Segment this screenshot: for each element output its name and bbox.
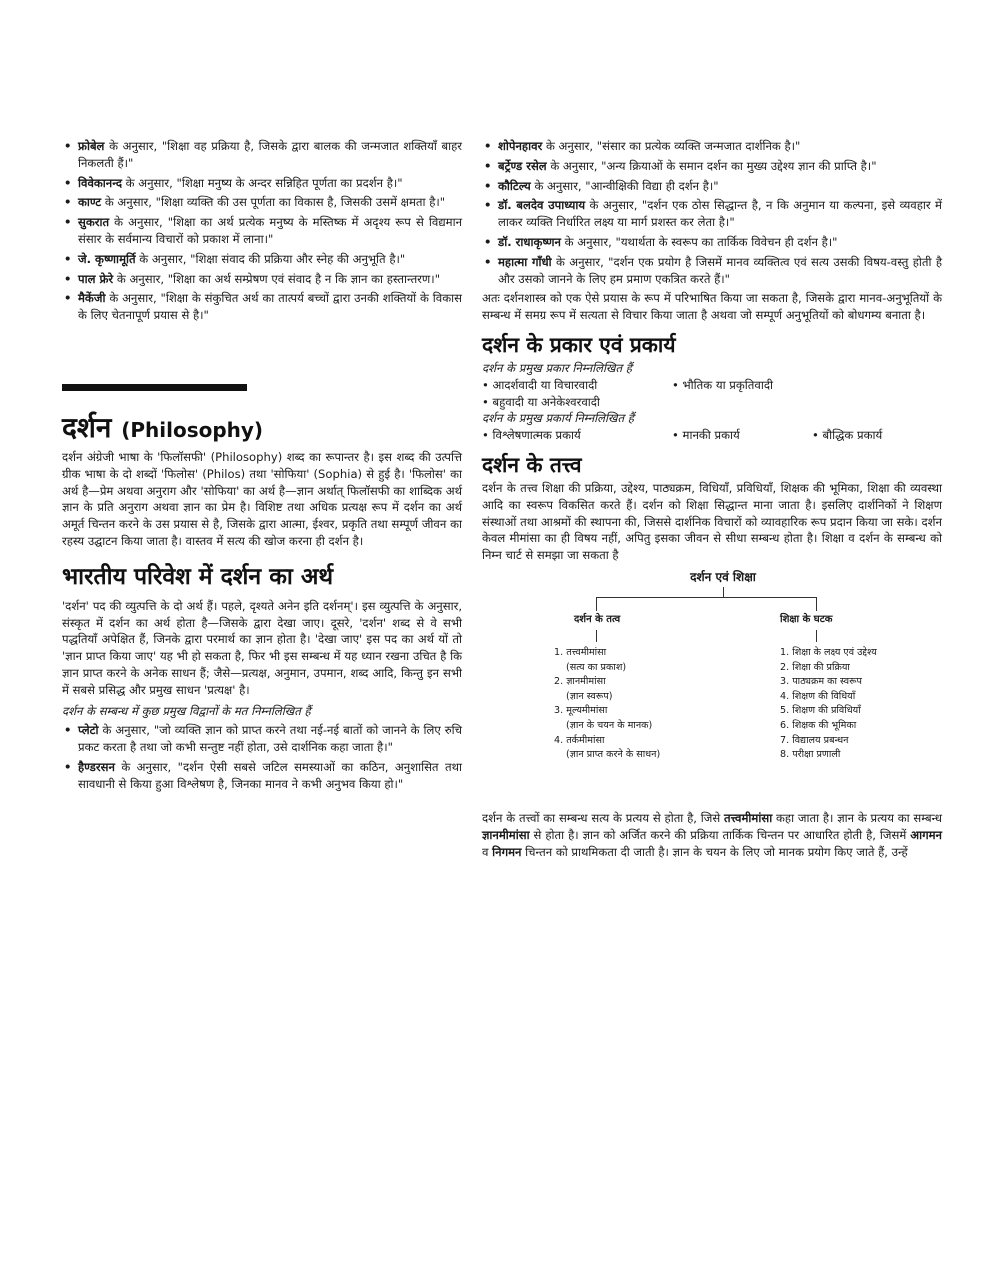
list-item: • मानकी प्रकार्य <box>672 428 740 443</box>
list-item: • बौद्धिक प्रकार्य <box>812 428 883 443</box>
list-item: • पाल फ्रेरे के अनुसार, "शिक्षा का अर्थ सम्प्रेषण एवं संवाद है न कि ज्ञान का हस्तान्तरण।" <box>64 271 441 286</box>
chart-left-list <box>554 646 660 763</box>
education-quotes-list <box>62 138 462 324</box>
list-item: 4. शिक्षण की विधियाँ <box>780 690 856 702</box>
list-item: 8. परीक्षा प्रणाली <box>780 749 841 761</box>
heading-darshan: दर्शन (Philosophy) <box>62 410 264 444</box>
para-elements: दर्शन के तत्त्व शिक्षा की प्रक्रिया, उद्देश्य, पाठ्यक्रम, विधियाँ, प्रविधियाँ, शिक्षक की भूमिका, शिक्षा की व्यवस्था आदि का स्वरूप विकसित करते हैं। दर्शन को शिक्षा सिद्धान्त माना जाता है। इसलिए दार्शनिकों ने शिक्षण संस्थाओं तथा आश्रमों की स्थापना की, जिससे दार्शनिक विचारों को व्यावहारिक रूप प्रदान किया जा सके। दर्शन केवल मीमांसा का ही विषय नहीं, अपितु इसका जीवन से सीधा सम्बन्ध होता है। शिक्षा व दर्शन के सम्बन्ध को निम्न चार्ट से समझा जा सकता है <box>482 480 942 563</box>
chart-connector <box>816 630 817 642</box>
list-item: • आदर्शवादी या विचारवादी <box>482 377 598 392</box>
list-item: • डॉ. राधाकृष्णन के अनुसार, "यथार्थता के स्वरूप का तार्किक विवेचन ही दर्शन है।" <box>484 234 838 249</box>
scholars-intro: दर्शन के सम्बन्ध में कुछ प्रमुख विद्वानों के मत निम्नलिखित हैं <box>62 703 311 718</box>
list-item: (ज्ञान प्राप्त करने के साधन) <box>566 749 661 761</box>
chart-connector <box>596 630 597 642</box>
list-item: • शोपेनहावर के अनुसार, "संसार का प्रत्येक व्यक्ति जन्मजात दार्शनिक है।" <box>484 139 801 153</box>
chart-connector <box>596 597 816 598</box>
list-item: (ज्ञान के चयन के मानक) <box>566 719 653 731</box>
list-item: 4. तर्कमीमांसा <box>554 734 605 746</box>
list-item: • बहुवादी या अनेकेश्वरवादी <box>482 394 600 409</box>
functions-intro: दर्शन के प्रमुख प्रकार्य निम्नलिखित हैं <box>482 411 634 426</box>
chart-right-heading: शिक्षा के घटक <box>780 613 833 625</box>
heading-types: दर्शन के प्रकार एवं प्रकार्य <box>482 332 676 357</box>
list-item: 3. मूल्यमीमांसा <box>554 705 608 717</box>
list-item: • मैकेंजी के अनुसार, "शिक्षा के संकुचित अर्थ का तात्पर्य बच्चों द्वारा उनकी शक्तियों के विकास के लिए चेतनापूर्ण प्रयास से है।" <box>64 291 462 323</box>
list-item: 5. शिक्षण की प्रविधियाँ <box>780 705 861 717</box>
left-column <box>62 138 462 796</box>
para-darshan: दर्शन अंग्रेजी भाषा के 'फिलॉसफी' (Philosophy) शब्द का रूपान्तर है। इस शब्द की उत्पत्ति ग्रीक भाषा के दो शब्दों 'फिलोस' (Philos) तथा 'सोफिया' (Sophia) से हुई है। 'फिलोस' का अर्थ है—प्रेम अथवा अनुराग और 'सोफिया' का अर्थ है—ज्ञान अर्थात् फिलॉसफी का शाब्दिक अर्थ ज्ञान के प्रति अनुराग अथवा ज्ञान का प्रेम है। विशिष्ट तथा अधिक प्रत्यक्ष रूप में दर्शन का अर्थ अमूर्त चिन्तन करने के उस प्रयास से है, जिसके द्वारा आत्मा, ईश्वर, प्रकृति तथा सम्पूर्ण जीवन का रहस्य उद्घाटन किया जाता है। वास्तव में सत्य की खोज करना ही दर्शन है। <box>62 449 462 548</box>
functions-row <box>482 427 942 444</box>
chart-connector <box>816 597 817 611</box>
list-item: • प्लेटो के अनुसार, "जो व्यक्ति ज्ञान को प्राप्त करने तथा नई-नई बातों को जानने के लिए रुचि प्रकट करता है तथा जो कभी सन्तुष्ट नहीं होता, उसे दार्शनिक कहा जाता है।" <box>64 723 462 755</box>
philosophy-quotes-list <box>482 138 942 287</box>
chart-connector <box>723 587 724 597</box>
philosophy-education-chart <box>528 570 908 802</box>
heading-elements: दर्शन के तत्त्व <box>482 452 582 477</box>
types-row-2 <box>482 394 942 411</box>
list-item: • जे. कृष्णामूर्ति के अनुसार, "शिक्षा संवाद की प्रक्रिया और स्नेह की अनुभूति है।" <box>64 251 406 266</box>
list-item: • विवेकानन्द के अनुसार, "शिक्षा मनुष्य के अन्दर सन्निहित पूर्णता का प्रदर्शन है।" <box>64 175 403 190</box>
types-row <box>482 377 942 394</box>
list-item: • विश्लेषणात्मक प्रकार्य <box>482 428 581 443</box>
list-item: 2. ज्ञानमीमांसा <box>554 676 606 688</box>
list-item: • हैण्डरसन के अनुसार, "दर्शन ऐसी सबसे जटिल समस्याओं का कठिन, अनुशासित तथा सावधानी से किया हुआ विश्लेषण है, जिनका मानव ने कभी अनुभव किया हो।" <box>64 759 462 791</box>
list-item: 7. विद्यालय प्रबन्धन <box>780 734 849 746</box>
list-item: • काण्ट के अनुसार, "शिक्षा व्यक्ति की उस पूर्णता का विकास है, जिसकी उसमें क्षमता है।" <box>64 195 446 210</box>
para-bharatiya: 'दर्शन' पद की व्युत्पत्ति के दो अर्थ हैं। पहले, दृश्यते अनेन इति दर्शनम्'। इस व्युत्पत्ति के अनुसार, संस्कृत में दर्शन का अर्थ होता है—जिसके द्वारा देखा जाए। दूसरे, 'दर्शन' शब्द से वे सभी पद्धतियाँ अपेक्षित हैं, जिनके द्वारा परमार्थ का ज्ञान होता है। 'देखा जाए' इस पद का अर्थ यों तो 'ज्ञान प्राप्त किया जाए' यह भी हो सकता है, फिर भी इस सम्बन्ध में यह ध्यान रखना उचित है कि ज्ञान प्राप्त करने के अनेक साधन हैं; जैसे—प्रत्यक्ष, अनुमान, उपमान, शब्द आदि, किन्तु इन सभी में सबसे प्रसिद्ध और प्रमुख साधन 'प्रत्यक्ष' है। <box>62 598 462 697</box>
chart-connector <box>596 597 597 611</box>
section-divider <box>62 384 247 391</box>
list-item: • सुकरात के अनुसार, "शिक्षा का अर्थ प्रत्येक मनुष्य के मस्तिष्क में अदृश्य रूप से विद्यमान संसार के सर्वमान्य विचारों को प्रकाश में लाना।" <box>64 215 462 246</box>
list-item: (ज्ञान स्वरूप) <box>566 690 613 702</box>
types-intro: दर्शन के प्रमुख प्रकार निम्नलिखित हैं <box>482 360 632 375</box>
list-item: • डॉ. बलदेव उपाध्याय के अनुसार, "दर्शन एक ठोस सिद्धान्त है, न कि अनुमान या कल्पना, इसे व्यवहार में लाकर व्यक्ति निर्धारित लक्ष्य या मार्ग प्रशस्त कर लेता है।" <box>484 198 942 230</box>
chart-left-heading: दर्शन के तत्व <box>574 613 621 625</box>
chart-right-list <box>780 646 877 763</box>
list-item: (सत्य का प्रकाश) <box>566 661 627 673</box>
list-item: • कौटिल्य के अनुसार, "आन्वीक्षिकी विद्या ही दर्शन है।" <box>484 178 719 193</box>
bottom-para: दर्शन के तत्त्वों का सम्बन्ध सत्य के प्रत्यय से होता है, जिसे तत्त्वमीमांसा कहा जाता है। ज्ञान के प्रत्यय का सम्बन्ध ज्ञानमीमांसा से होता है। ज्ञान को अर्जित करने की प्रक्रिया तार्किक चिन्तन पर आधारित होती है, जिसमें आगमन व निगमन चिन्तन को प्राथमिकता दी जाती है। ज्ञान के चयन के लिए जो मानक प्रयोग किए जाते हैं, उन्हें <box>482 810 942 859</box>
scholars-list <box>62 722 462 792</box>
list-item: 1. शिक्षा के लक्ष्य एवं उद्देश्य <box>780 646 877 658</box>
list-item: • फ्रोबेल के अनुसार, "शिक्षा वह प्रक्रिया है, जिसके द्वारा बालक की जन्मजात शक्तियाँ बाहर निकलती हैं।" <box>64 139 462 170</box>
list-item: 1. तत्त्वमीमांसा <box>554 646 607 658</box>
list-item: 3. पाठ्यक्रम का स्वरूप <box>780 676 862 688</box>
conclusion-para: अतः दर्शनशास्त्र को एक ऐसे प्रयास के रूप में परिभाषित किया जा सकता है, जिसके द्वारा मानव-अनुभूतियों के सम्बन्ध में समग्र रूप में सत्यता से विचार किया जाता है अथवा जो सम्पूर्ण अनुभूतियों को बोधगम्य बनाता है। <box>482 291 942 323</box>
heading-bharatiya: भारतीय परिवेश में दर्शन का अर्थ <box>62 563 334 590</box>
list-item: • बर्ट्रेण्ड रसेल के अनुसार, "अन्य क्रियाओं के समान दर्शन का मुख्य उद्देश्य ज्ञान की प्राप्ति है।" <box>484 158 877 173</box>
list-item: • महात्मा गाँधी के अनुसार, "दर्शन एक प्रयोग है जिसमें मानव व्यक्तित्व एवं सत्य उसकी विषय-वस्तु होती है और उसको जानने के लिए हम प्रमाण एकत्रित करते हैं।" <box>484 254 942 286</box>
list-item: • भौतिक या प्रकृतिवादी <box>672 377 774 392</box>
chart-title: दर्शन एवं शिक्षा <box>690 569 756 584</box>
list-item: 2. शिक्षा की प्रक्रिया <box>780 661 850 673</box>
right-column <box>482 138 942 860</box>
list-item: 6. शिक्षक की भूमिका <box>780 719 857 731</box>
